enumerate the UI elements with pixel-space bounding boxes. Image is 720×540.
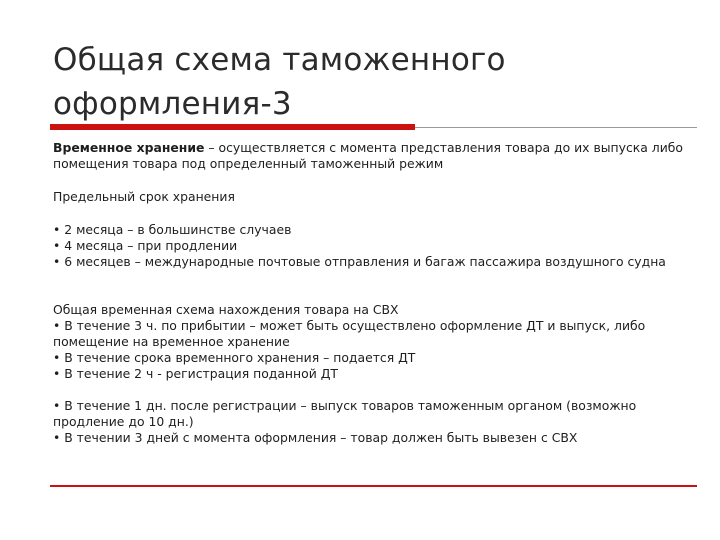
slide-title-line-2: оформления-3 [53, 86, 292, 122]
final-item-1: • В течение 1 дн. после регистрации – выпуск товаров таможенным органом (возможно продление до 10 дн.) [53, 398, 637, 429]
final-item-2: • В течении 3 дней с момента оформления – товар должен быть вывезен с СВХ [53, 430, 578, 445]
scheme-item-3: • В течение 2 ч - регистрация поданной ДТ [53, 366, 338, 381]
limit-heading: Предельный срок хранения [53, 189, 235, 204]
slide-title-line-1: Общая схема таможенного [53, 42, 506, 78]
slide-title [53, 38, 693, 126]
scheme-heading: Общая временная схема нахождения товара на СВХ [53, 302, 399, 317]
scheme-item-1: • В течение 3 ч. по прибытии – может быть осуществлено оформление ДТ и выпуск, либо помещение на временное хранение [53, 318, 646, 349]
limit-item-2: • 4 месяца – при продлении [53, 238, 238, 253]
bottom-divider-line [50, 485, 697, 487]
scheme-item-2: • В течение срока временного хранения – подается ДТ [53, 350, 416, 365]
intro-term: Временное хранение [53, 140, 205, 155]
limit-item-1: • 2 месяца – в большинстве случаев [53, 222, 292, 237]
title-accent-bar [50, 124, 415, 130]
intro-definition: – осуществляется с момента представления товара до их выпуска либо помещения товара под определенный таможенный режим [53, 140, 683, 171]
intro-paragraph [53, 140, 693, 172]
limit-item-3: • 6 месяцев – международные почтовые отправления и багаж пассажира воздушного судна [53, 254, 666, 269]
slide-body [53, 140, 693, 446]
